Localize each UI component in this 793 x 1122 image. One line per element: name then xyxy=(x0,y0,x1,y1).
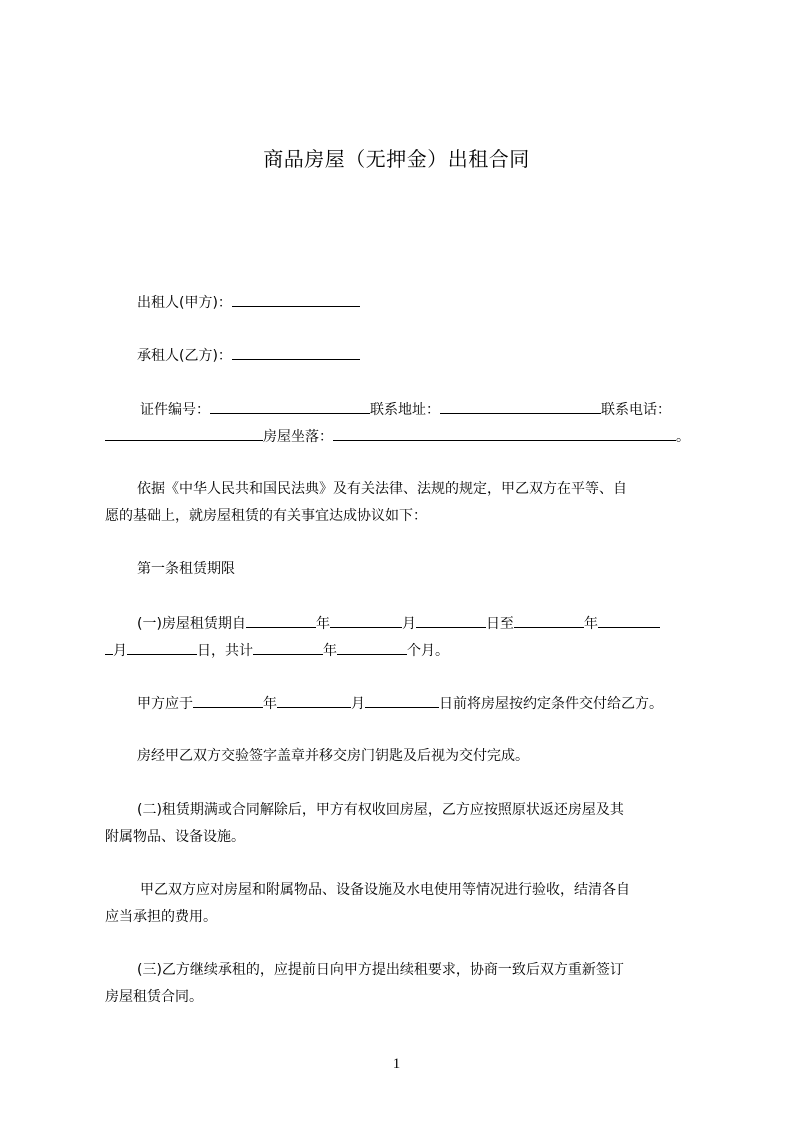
delivery-line xyxy=(137,693,732,714)
article-1-heading: 第一条租赁期限 xyxy=(137,561,235,577)
address-blank[interactable] xyxy=(440,399,601,414)
phone-label: 联系电话： xyxy=(601,402,671,418)
year-text: 年 xyxy=(263,696,277,712)
intro-line-1: 依据《中华人民共和国民法典》及有关法律、法规的规定，甲乙双方在平等、自 xyxy=(137,481,627,497)
start-day-blank[interactable] xyxy=(416,613,486,628)
page-title: 商品房屋（无押金）出租合同 xyxy=(263,147,530,171)
handover-line: 房经甲乙双方交验签字盖章并移交房门钥匙及后视为交付完成。 xyxy=(137,748,529,764)
months-end-text: 个月。 xyxy=(407,643,449,659)
id-blank[interactable] xyxy=(210,399,370,414)
contact-line-1 xyxy=(140,399,735,420)
total-year-blank[interactable] xyxy=(253,640,323,655)
total-month-blank[interactable] xyxy=(337,640,407,655)
lessee-line xyxy=(137,345,732,366)
to-text: 日至 xyxy=(485,616,514,632)
clause-3-line-1: (三)乙方继续承租的，应提前日向甲方提出续租要求，协商一致后双方重新签订 xyxy=(137,962,624,978)
location-blank[interactable] xyxy=(333,426,676,441)
clause-1-label: (一)房屋租赁期自 xyxy=(137,616,246,632)
address-label: 联系地址： xyxy=(370,402,440,418)
start-month-blank[interactable] xyxy=(330,613,402,628)
end-year-blank[interactable] xyxy=(514,613,584,628)
intro-line-2: 愿的基础上，就房屋租赁的有关事宜达成协议如下： xyxy=(105,508,427,524)
clause-2-line-1: (二)租赁期满或合同解除后，甲方有权收回房屋，乙方应按照原状返还房屋及其 xyxy=(137,802,624,818)
month-text: 月 xyxy=(351,696,365,712)
inspect-line-1: 甲乙双方应对房屋和附属物品、设备设施及水电使用等情况进行验收，结清各自 xyxy=(140,882,630,898)
year-text: 年 xyxy=(583,616,598,632)
id-label: 证件编号： xyxy=(140,402,210,418)
delivery-tail: 日前将房屋按约定条件交付给乙方。 xyxy=(439,696,663,712)
start-year-blank[interactable] xyxy=(246,613,316,628)
delivery-month-blank[interactable] xyxy=(277,693,351,708)
year-text: 年 xyxy=(323,643,337,659)
lessor-line xyxy=(137,292,732,313)
end-month-blank-part1[interactable] xyxy=(598,613,660,628)
delivery-day-blank[interactable] xyxy=(365,693,439,708)
month-text: 月 xyxy=(401,616,416,632)
clause-1-line-1 xyxy=(137,613,732,634)
end-day-blank[interactable] xyxy=(127,640,197,655)
contact-line-2 xyxy=(105,426,700,447)
delivery-year-blank[interactable] xyxy=(193,693,263,708)
clause-1-line-2 xyxy=(105,640,700,661)
delivery-label: 甲方应于 xyxy=(137,696,193,712)
end-month-blank-part2[interactable] xyxy=(105,640,113,655)
total-text: 日，共计 xyxy=(197,643,253,659)
phone-blank[interactable] xyxy=(105,426,263,441)
location-label: 房屋坐落： xyxy=(263,429,333,445)
page-number: 1 xyxy=(392,1056,401,1072)
clause-2-line-2: 附属物品、设备设施。 xyxy=(105,829,245,845)
inspect-line-2: 应当承担的费用。 xyxy=(105,909,217,925)
lessee-label: 承租人(乙方)： xyxy=(137,348,232,364)
location-end: 。 xyxy=(676,429,690,445)
lessor-label: 出租人(甲方)： xyxy=(137,295,232,311)
month-text: 月 xyxy=(113,643,127,659)
lessee-blank[interactable] xyxy=(232,345,360,360)
lessor-blank[interactable] xyxy=(232,292,360,307)
year-text: 年 xyxy=(315,616,330,632)
clause-3-line-2: 房屋租赁合同。 xyxy=(105,989,203,1005)
